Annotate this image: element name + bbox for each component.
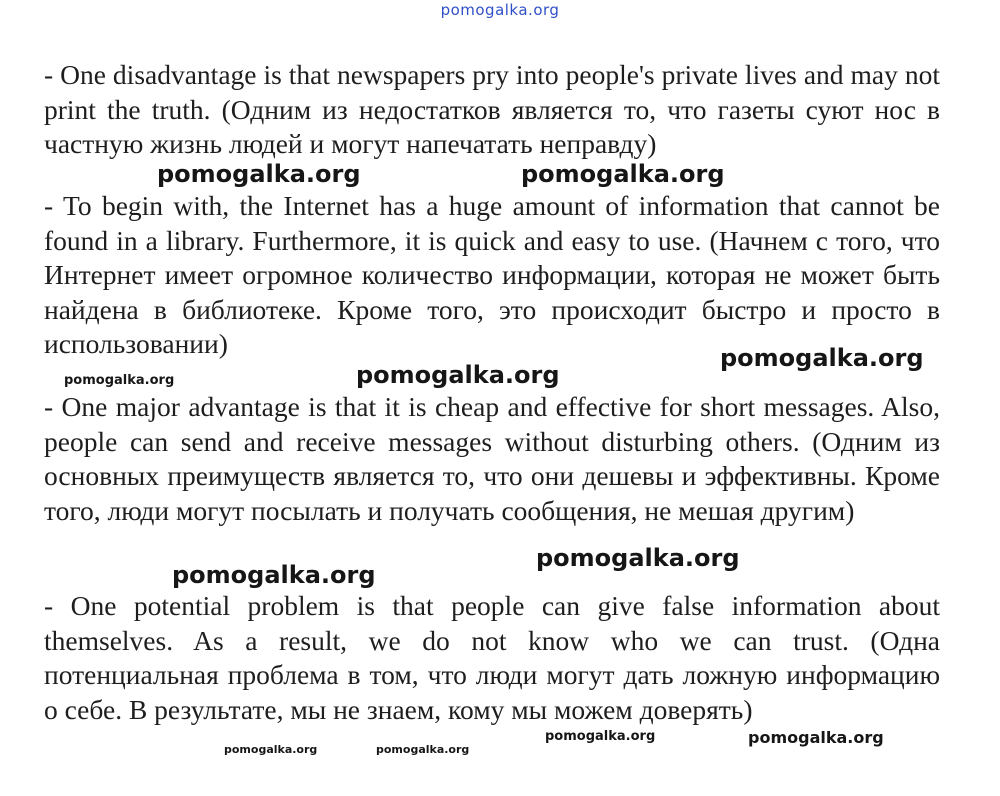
paragraph-newspapers: - One disadvantage is that newspapers pry into people's private lives and may not print the truth. (Одним из недостатков является то, что газеты суют нос в частную жизнь людей и могут напечатать неправду) xyxy=(44,59,940,159)
watermark: pomogalka.org xyxy=(64,373,175,388)
paragraph-messages: - One major advantage is that it is cheap and effective for short messages. Also, people can send and receive messages without disturbing others. (Одним из основных преимуществ является то, что они дешевы и эффективны. Кроме того, люди могут посылать и получать сообщения, не мешая другим) xyxy=(44,391,940,526)
watermark: pomogalka.org xyxy=(521,160,725,188)
watermark: pomogalka.org xyxy=(545,729,656,744)
watermark: pomogalka.org xyxy=(720,344,924,372)
watermark: pomogalka.org xyxy=(356,361,560,389)
watermark: pomogalka.org xyxy=(224,743,318,756)
watermark: pomogalka.org xyxy=(157,160,361,188)
site-link[interactable]: pomogalka.org xyxy=(440,1,560,19)
watermark: pomogalka.org xyxy=(536,544,740,572)
watermark: pomogalka.org xyxy=(748,728,884,747)
paragraph-false-information: - One potential problem is that people can give false information about themselves. As a result, we do not know who we can trust. (Одна потенциальная проблема в том, что люди могут дать ложную информацию о себе. В результате, мы не знаем, кому мы можем доверять) xyxy=(44,590,940,725)
watermark: pomogalka.org xyxy=(172,561,376,589)
watermark: pomogalka.org xyxy=(376,743,470,756)
paragraph-internet: - To begin with, the Internet has a huge amount of information that cannot be found in a library. Furthermore, it is quick and easy to use. (Начнем с того, что Интернет имеет огромное количество информации, которая не может быть найдена в библиотеке. Кроме того, это происходит быстро и просто в использовании) xyxy=(44,190,940,359)
